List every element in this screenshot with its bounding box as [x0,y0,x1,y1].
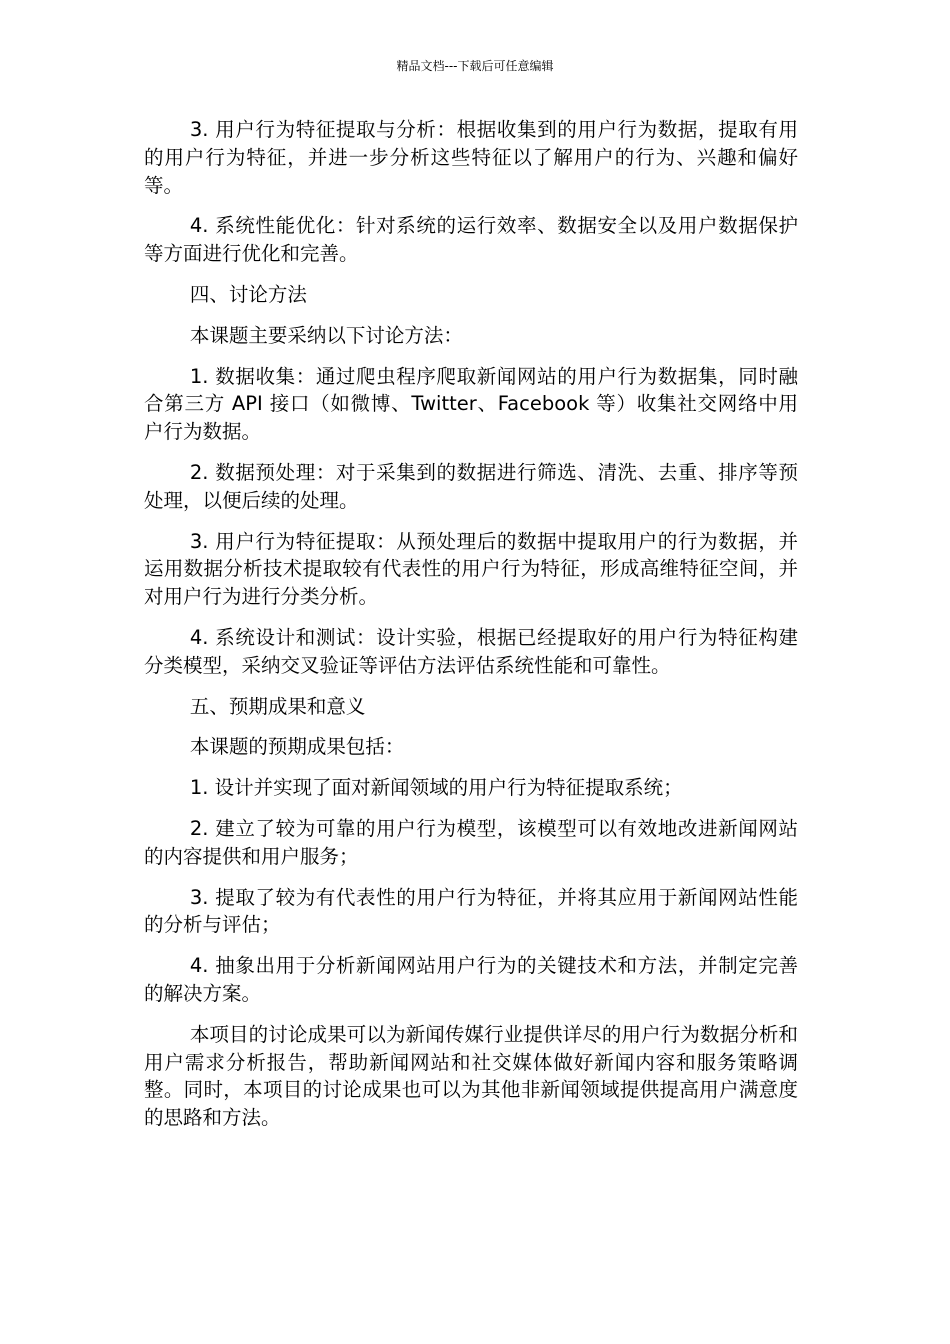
paragraph-feature-analysis: 3. 用户行为特征提取与分析：根据收集到的用户行为数据，提取有用的用户行为特征，并进一步分析这些特征以了解用户的行为、兴趣和偏好等。 [144,118,798,197]
paragraph-outcome-4: 4. 抽象出用于分析新闻网站用户行为的关键技术和方法，并制定完善的解决方案。 [144,954,798,1005]
document-body [144,116,798,1145]
section-heading-methods: 四、讨论方法 [189,282,307,306]
section-heading-outcomes: 五、预期成果和意义 [189,694,366,718]
page-header: 精品文档---下载后可任意编辑 [396,59,554,73]
paragraph-outcome-2: 2. 建立了较为可靠的用户行为模型，该模型可以有效地改进新闻网站的内容提供和用户服务； [144,816,798,868]
paragraph-outcome-3: 3. 提取了较为有代表性的用户行为特征，并将其应用于新闻网站性能的分析与评估； [144,885,798,937]
paragraph-significance: 本项目的讨论成果可以为新闻传媒行业提供详尽的用户行为数据分析和用户需求分析报告，帮助新闻网站和社交媒体做好新闻内容和服务策略调整。同时，本项目的讨论成果也可以为其他非新闻领域提供提高用户满意度的思路和方法。 [144,1022,798,1130]
paragraph-outcome-1: 1. 设计并实现了面对新闻领域的用户行为特征提取系统； [189,776,683,800]
paragraph-methods-intro: 本课题主要采纳以下讨论方法： [189,323,463,347]
paragraph-system-design-testing: 4. 系统设计和测试：设计实验，根据已经提取好的用户行为特征构建分类模型，采纳交叉验证等评估方法评估系统性能和可靠性。 [144,625,798,677]
paragraph-data-preprocessing: 2. 数据预处理：对于采集到的数据进行筛选、清洗、去重、排序等预处理，以便后续的处理。 [144,460,798,512]
paragraph-data-collection: 1. 数据收集：通过爬虫程序爬取新闻网站的用户行为数据集，同时融合第三方 API 接口（如微博、Twitter、Facebook 等）收集社交网络中用户行为数据。 [144,364,798,444]
paragraph-outcomes-intro: 本课题的预期成果包括： [189,735,405,759]
paragraph-performance-optimization: 4. 系统性能优化：针对系统的运行效率、数据安全以及用户数据保护等方面进行优化和完善。 [144,214,798,266]
paragraph-feature-extraction: 3. 用户行为特征提取：从预处理后的数据中提取用户的行为数据，并运用数据分析技术提取较有代表性的用户行为特征，形成高维特征空间，并对用户行为进行分类分析。 [144,529,798,609]
